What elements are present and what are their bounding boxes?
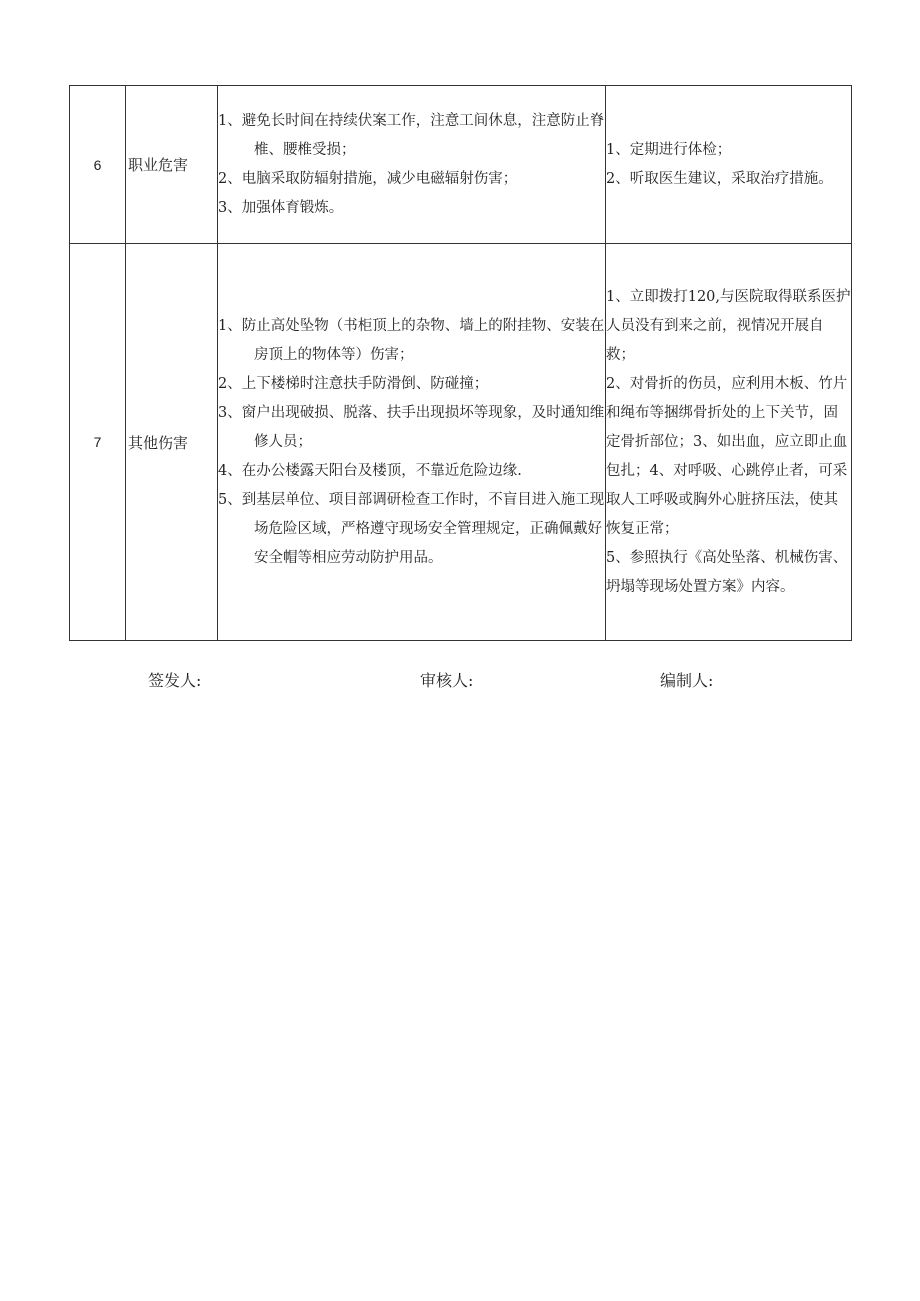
table-row — [70, 244, 852, 641]
prevention-measures-cell — [218, 244, 606, 641]
hazard-type: 其他伤害 — [126, 244, 218, 641]
response-item: 2、听取医生建议，采取治疗措施。 — [606, 170, 833, 187]
row-number: 6 — [70, 86, 126, 244]
author-label: 编制人: — [660, 671, 714, 690]
response-item: 1、立即拨打120,与医院取得联系医护人员没有到来之前，视情况开展自救； — [606, 288, 851, 363]
list-item: 3、窗户出现破损、脱落、扶手出现损坏等现象，及时通知维修人员； — [218, 404, 605, 450]
list-item: 5、到基层单位、项目部调研检查工作时，不盲目进入施工现场危险区域，严格遵守现场安全管理规定，正确佩戴好安全帽等相应劳动防护用品。 — [218, 491, 605, 566]
list-item: 4、在办公楼露天阳台及楼顶，不靠近危险边缘. — [218, 462, 522, 479]
signature-line — [0, 668, 920, 692]
prevention-measures-cell — [218, 86, 606, 244]
prevention-list — [218, 312, 605, 573]
list-item: 3、加强体育锻炼。 — [218, 199, 344, 216]
response-item: 5、参照执行《高处坠落、机械伤害、坍塌等现场处置方案》内容。 — [606, 549, 848, 595]
emergency-response-cell — [606, 244, 852, 641]
list-item: 2、电脑采取防辐射措施，减少电磁辐射伤害； — [218, 170, 518, 187]
list-item: 2、上下楼梯时注意扶手防滑倒、防碰撞； — [218, 375, 489, 392]
prevention-list — [218, 107, 605, 223]
emergency-response-cell — [606, 86, 852, 244]
issuer-label: 签发人: — [148, 671, 202, 690]
hazard-type: 职业危害 — [126, 86, 218, 244]
table-row — [70, 86, 852, 244]
hazard-table — [69, 85, 852, 641]
row-number: 7 — [70, 244, 126, 641]
list-item: 1、防止高处坠物（书柜顶上的杂物、墙上的附挂物、安装在房顶上的物体等）伤害； — [218, 317, 605, 363]
list-item: 1、避免长时间在持续伏案工作，注意工间休息，注意防止脊椎、腰椎受损； — [218, 112, 605, 158]
response-item: 2、对骨折的伤员，应利用木板、竹片和绳布等捆绑骨折处的上下关节，固定骨折部位；3、如出血，应立即止血包扎；4、对呼吸、心跳停止者，可采取人工呼吸或胸外心脏挤压法，使其恢复正常； — [606, 375, 848, 537]
response-item: 1、定期进行体检； — [606, 141, 732, 158]
reviewer-label: 审核人: — [420, 671, 474, 690]
